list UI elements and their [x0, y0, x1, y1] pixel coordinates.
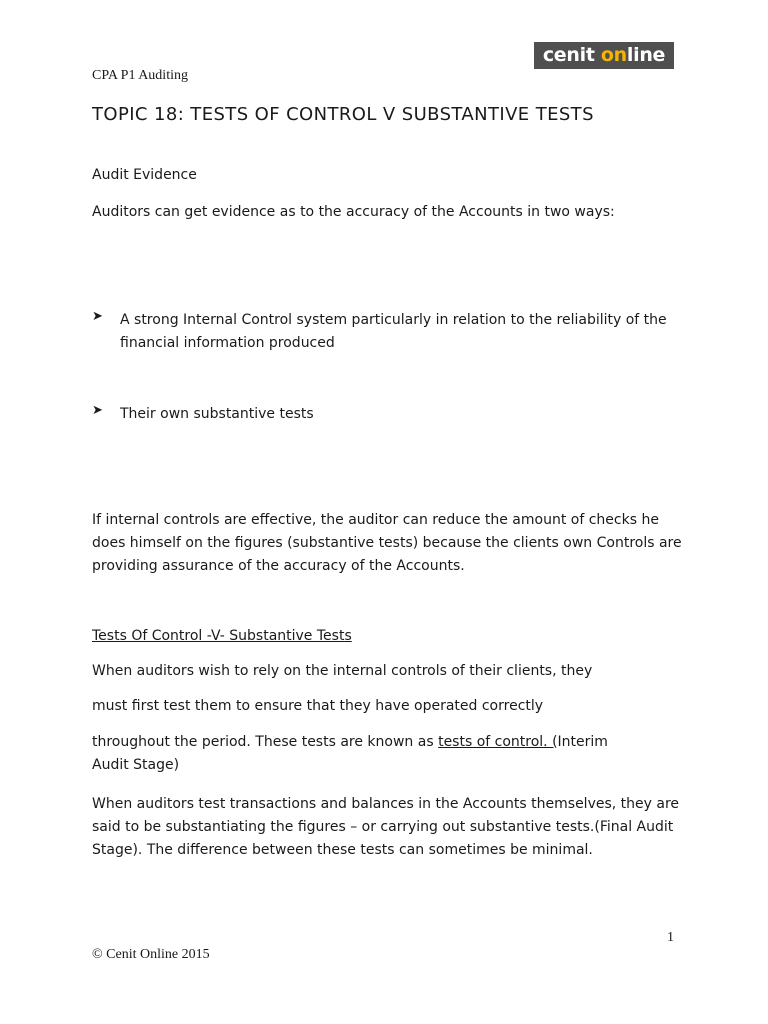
line3-stage: Interim: [557, 734, 608, 750]
substantive-tests-paragraph: When auditors test transactions and balances in the Accounts themselves, they are said to be substantiating the figures – or carrying out substantive tests.(Final Audit Stage). The difference between these tests can sometimes be minimal.: [92, 796, 680, 858]
course-header: CPA P1 Auditing: [92, 68, 188, 83]
arrow-bullet-icon: ➤: [92, 403, 103, 418]
rely-controls-line-3: [92, 734, 608, 750]
logo-text-cenit: cenit: [542, 44, 601, 66]
page-number: 1: [667, 930, 674, 945]
interim-audit-stage: Audit Stage): [92, 757, 180, 773]
page-title: TOPIC 18: TESTS OF CONTROL V SUBSTANTIVE TESTS: [92, 104, 594, 125]
bullet-text: A strong Internal Control system particularly in relation to the reliability of the financial information produced: [120, 312, 667, 351]
line3-text: throughout the period. These tests are known as: [92, 734, 439, 750]
audit-evidence-heading: Audit Evidence: [92, 167, 197, 183]
footer-copyright: © Cenit Online 2015: [92, 947, 210, 962]
bullet-text: Their own substantive tests: [120, 406, 314, 422]
internal-controls-paragraph: If internal controls are effective, the auditor can reduce the amount of checks he does himself on the figures (substantive tests) because the clients own Controls are providing assurance of the accuracy of the Accounts.: [92, 512, 682, 574]
logo-text-line: line: [626, 44, 666, 66]
cenit-online-logo: [534, 42, 674, 69]
tests-of-control-heading: Tests Of Control -V- Substantive Tests: [92, 628, 352, 644]
logo-text-on: on: [600, 44, 627, 66]
tests-of-control-term: tests of control. (: [438, 734, 558, 750]
arrow-bullet-icon: ➤: [92, 309, 103, 324]
rely-controls-line-2: must first test them to ensure that they have operated correctly: [92, 698, 544, 714]
rely-controls-line-1: When auditors wish to rely on the internal controls of their clients, they: [92, 663, 593, 679]
audit-evidence-intro: Auditors can get evidence as to the accuracy of the Accounts in two ways:: [92, 204, 615, 220]
